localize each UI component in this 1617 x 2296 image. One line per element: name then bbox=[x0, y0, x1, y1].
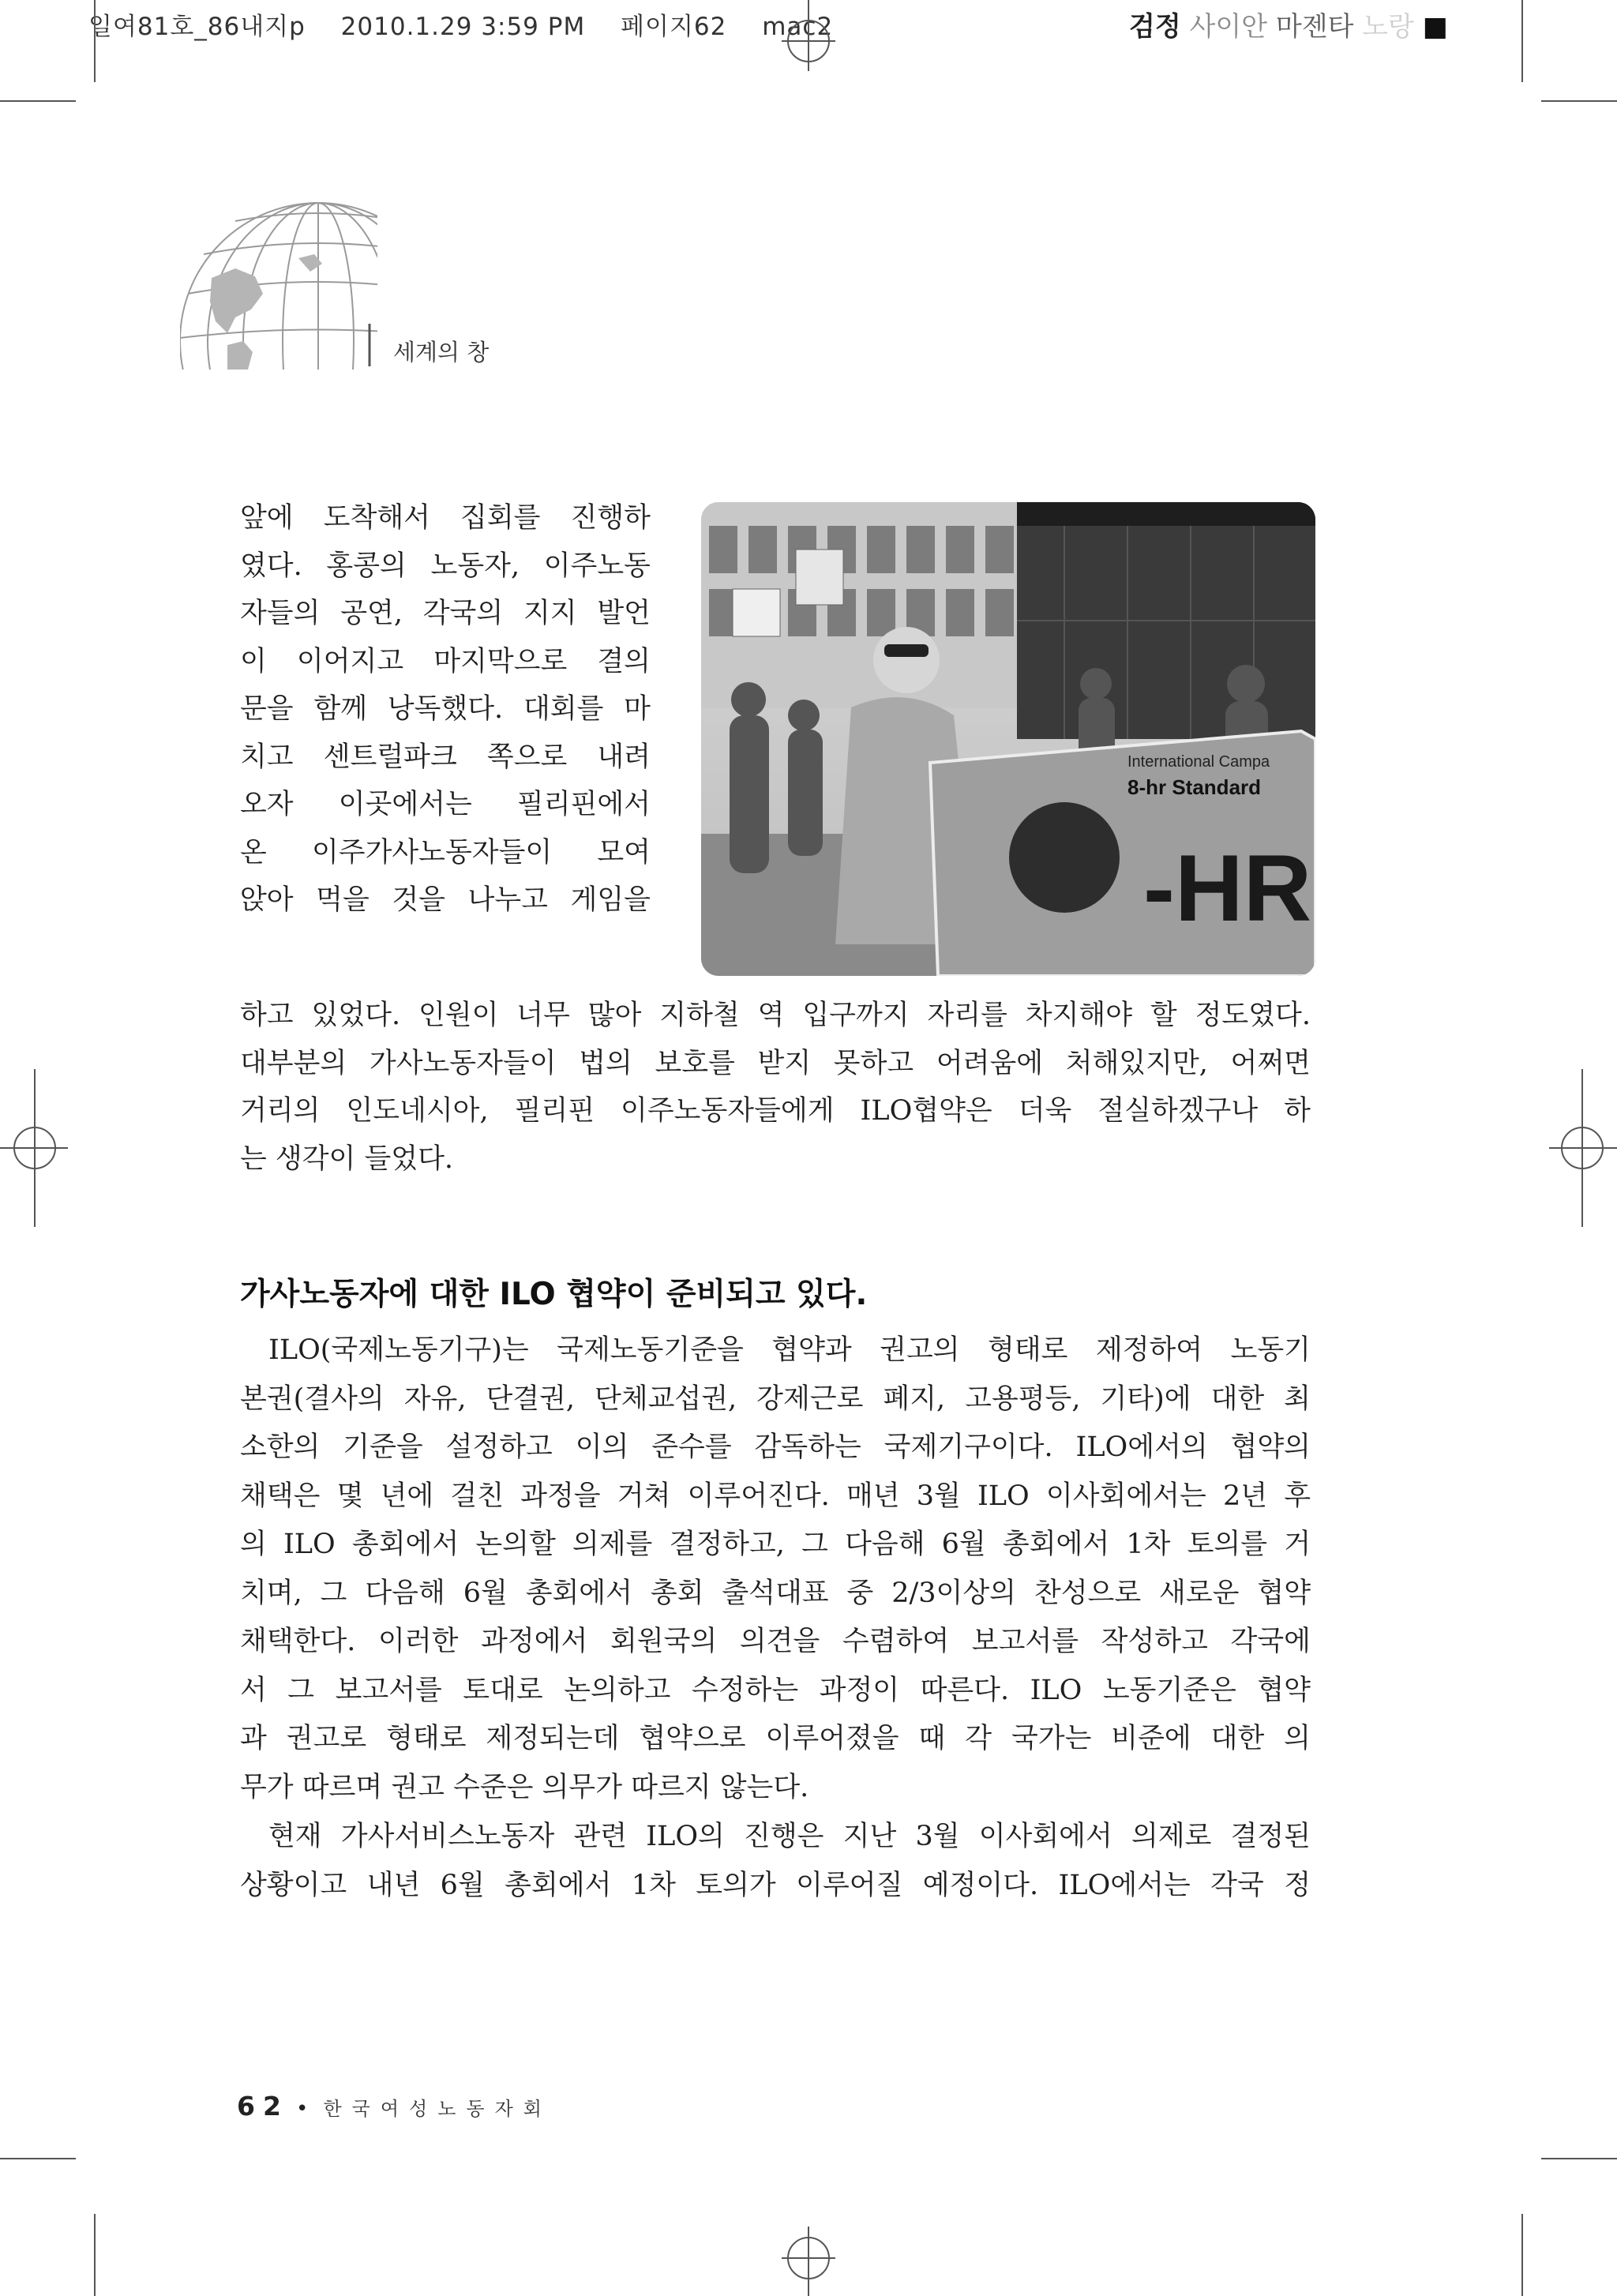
text-line: 과 권고로 형태로 제정되는데 협약으로 이루어졌을 때 각 국가는 비준에 대한 의 bbox=[240, 1723, 1311, 1754]
page-footer bbox=[237, 2091, 552, 2122]
text-line: ILO(국제노동기구)는 국제노동기준을 협약과 권고의 형태로 제정하여 노동기 bbox=[268, 1334, 1311, 1366]
section-label: 세계의 창 bbox=[393, 339, 490, 366]
wrapped-paragraph bbox=[240, 494, 651, 925]
text-line: 앉아 먹을 것을 나누고 게임을 bbox=[240, 884, 651, 916]
continued-paragraph bbox=[240, 992, 1311, 1183]
text-line: 앞에 도착해서 집회를 진행하 bbox=[240, 502, 651, 534]
text-line: 현재 가사서비스노동자 관련 ILO의 진행은 지난 3월 이사회에서 의제로 결정된 bbox=[268, 1821, 1311, 1852]
plate-magenta: 마젠타 bbox=[1275, 11, 1354, 43]
registration-mark-right bbox=[1549, 1069, 1617, 1227]
page-number: 62 bbox=[237, 2091, 289, 2122]
registration-mark-top bbox=[782, 0, 835, 71]
text-line: 거리의 인도네시아, 필리핀 이주노동자들에게 ILO협약은 더욱 절실하겠구나 하 bbox=[240, 1095, 1311, 1127]
text-line: 이 이어지고 마지막으로 결의 bbox=[240, 645, 651, 677]
body-paragraph-2 bbox=[240, 1813, 1311, 1910]
banner-text-big: -HR bbox=[1143, 835, 1312, 941]
banner-text-1: International Campa bbox=[1127, 753, 1270, 771]
text-line: 채택은 몇 년에 걸친 과정을 거쳐 이루어진다. 매년 3월 ILO 이사회에서는 2년 후 bbox=[240, 1480, 1311, 1512]
text-line: 치며, 그 다음해 6월 총회에서 총회 출석대표 중 2/3이상의 찬성으로 새로운 협약 bbox=[240, 1577, 1311, 1609]
rally-photo bbox=[701, 502, 1315, 976]
banner-text-2: 8-hr Standard bbox=[1127, 775, 1262, 799]
text-line: 무가 따르며 권고 수준은 의무가 따르지 않는다. bbox=[240, 1771, 809, 1803]
text-line: 하고 있었다. 인원이 너무 많아 지하철 역 입구까지 자리를 차지해야 할 정도였다. bbox=[240, 1000, 1311, 1031]
registration-mark-bottom bbox=[782, 2227, 835, 2296]
slug-file: 일여81호_86내지p bbox=[88, 13, 306, 41]
text-line: 소한의 기준을 설정하고 이의 준수를 감독하는 국제기구이다. ILO에서의 협약의 bbox=[240, 1431, 1311, 1463]
globe-icon bbox=[180, 183, 377, 373]
text-line: 상황이고 내년 6월 총회에서 1차 토의가 이루어질 예정이다. ILO에서는 각국 정 bbox=[240, 1869, 1311, 1901]
plate-cyan: 사이안 bbox=[1189, 11, 1268, 43]
text-line: 대부분의 가사노동자들이 법의 보호를 받지 못하고 어려움에 처해있지만, 어쩌면 bbox=[240, 1047, 1311, 1079]
text-line: 치고 센트럴파크 쪽으로 내려 bbox=[240, 741, 651, 773]
text-line: 였다. 홍콩의 노동자, 이주노동 bbox=[240, 550, 651, 582]
text-line: 문을 함께 낭독했다. 대회를 마 bbox=[240, 693, 651, 725]
text-line: 자들의 공연, 각국의 지지 발언 bbox=[240, 598, 651, 629]
text-line: 본권(결사의 자유, 단결권, 단체교섭권, 강제근로 폐지, 고용평등, 기타)에 대한 최 bbox=[240, 1382, 1311, 1415]
plate-square: ■ bbox=[1422, 11, 1448, 43]
text-line: 의 ILO 총회에서 논의할 의제를 결정하고, 그 다음해 6월 총회에서 1차 토의를 거 bbox=[240, 1529, 1311, 1560]
text-line: 서 그 보고서를 토대로 논의하고 수정하는 과정이 따른다. ILO 노동기준은 협약 bbox=[240, 1674, 1311, 1706]
slug-machine: mac2 bbox=[762, 13, 834, 41]
plate-black: 검정 bbox=[1129, 11, 1181, 43]
text-line: 오자 이곳에서는 필리핀에서 bbox=[240, 789, 651, 820]
section-heading: 가사노동자에 대한 ILO 협약이 준비되고 있다. bbox=[240, 1277, 868, 1312]
text-line: 온 이주가사노동자들이 모여 bbox=[240, 836, 651, 869]
registration-mark-left bbox=[0, 1069, 68, 1227]
text-line: 채택한다. 이러한 과정에서 회원국의 의견을 수렴하여 보고서를 작성하고 각국에 bbox=[240, 1626, 1311, 1657]
body-paragraph-1 bbox=[240, 1326, 1311, 1812]
footer-bullet: • bbox=[296, 2097, 309, 2121]
slug-datetime: 2010.1.29 3:59 PM bbox=[340, 13, 586, 41]
publisher-name: 한국여성노동자회 bbox=[323, 2098, 552, 2120]
plate-yellow: 노랑 bbox=[1362, 11, 1414, 43]
text-line: 는 생각이 들었다. bbox=[240, 1142, 454, 1175]
slug-page: 페이지62 bbox=[621, 13, 727, 41]
